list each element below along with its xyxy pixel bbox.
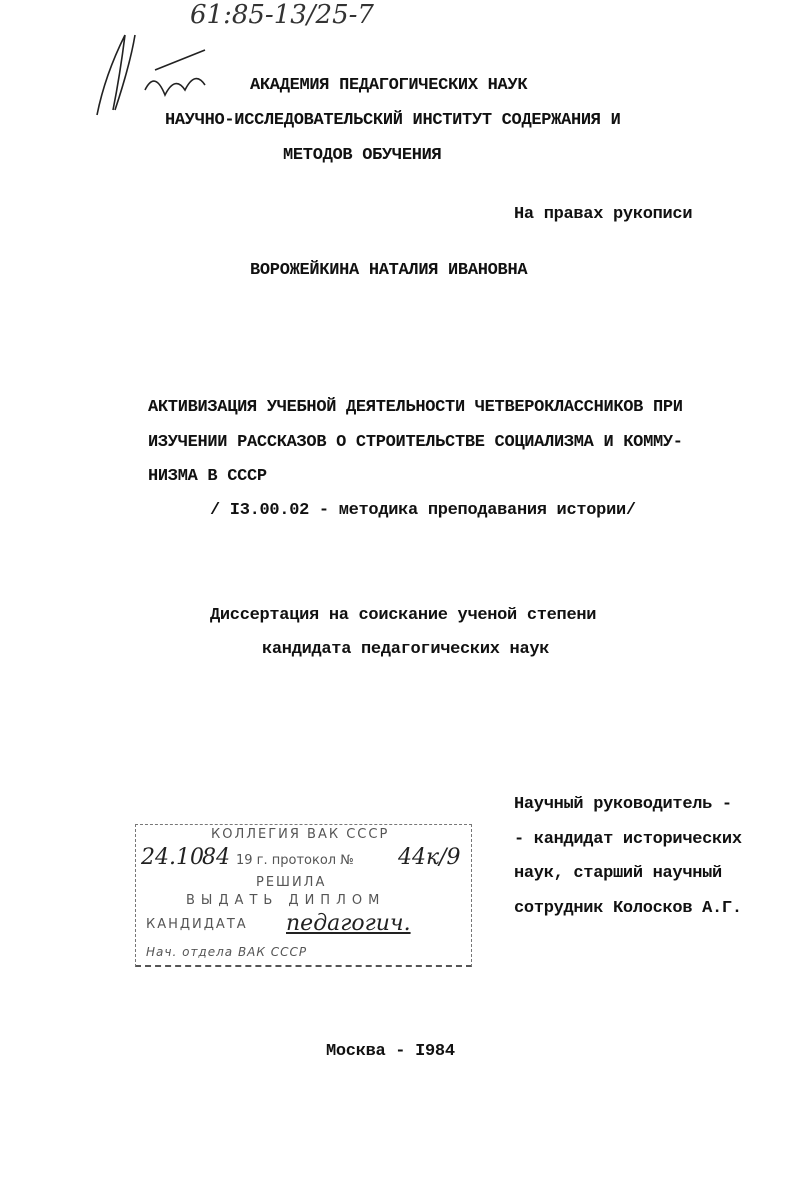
degree-line-2: кандидата педагогических наук <box>262 640 550 659</box>
stamp-line-5: КАНДИДАТА <box>146 917 248 932</box>
stamp-hw-year: 84 <box>202 845 230 870</box>
stamp-line-6: Нач. отдела ВАК СССР <box>146 945 308 959</box>
stamp-hw-field: педагогич. <box>286 911 411 936</box>
archive-code: 61:85-13/25-7 <box>190 0 374 30</box>
vak-stamp <box>135 824 472 967</box>
specialty: / I3.00.02 - методика преподавания истории/ <box>210 501 636 520</box>
header-institute: НАУЧНО-ИССЛЕДОВАТЕЛЬСКИЙ ИНСТИТУТ СОДЕРЖАНИЯ И <box>165 111 621 130</box>
stamp-line-3: РЕШИЛА <box>256 875 327 890</box>
header-academy: АКАДЕМИЯ ПЕДАГОГИЧЕСКИХ НАУК <box>250 76 528 95</box>
title-line-3: НИЗМА В СССР <box>148 467 267 486</box>
stamp-line-2: 19 г. протокол № <box>236 853 354 868</box>
supervisor-line-3: наук, старший научный <box>514 864 722 883</box>
supervisor-line-1: Научный руководитель - <box>514 795 732 814</box>
supervisor-line-2: - кандидат исторических <box>514 830 742 849</box>
stamp-line-4: ВЫДАТЬ ДИПЛОМ <box>186 893 386 908</box>
stamp-hw-date: 24.10 <box>141 845 204 870</box>
supervisor-line-4: сотрудник Колосков А.Г. <box>514 899 742 918</box>
manuscript-note: На правах рукописи <box>514 205 693 224</box>
header-institute-cont: МЕТОДОВ ОБУЧЕНИЯ <box>283 146 442 165</box>
signature <box>85 15 215 125</box>
title-line-2: ИЗУЧЕНИИ РАССКАЗОВ О СТРОИТЕЛЬСТВЕ СОЦИАЛИЗМА И КОММУ- <box>148 433 683 452</box>
stamp-hw-protocol: 44к/9 <box>398 845 461 870</box>
title-line-1: АКТИВИЗАЦИЯ УЧЕБНОЙ ДЕЯТЕЛЬНОСТИ ЧЕТВЕРОКЛАССНИКОВ ПРИ <box>148 398 683 417</box>
footer-city-year: Москва - I984 <box>326 1042 455 1061</box>
stamp-line-1: КОЛЛЕГИЯ ВАК СССР <box>211 827 390 842</box>
degree-line-1: Диссертация на соискание ученой степени <box>210 606 597 625</box>
author-name: ВОРОЖЕЙКИНА НАТАЛИЯ ИВАНОВНА <box>250 261 528 280</box>
